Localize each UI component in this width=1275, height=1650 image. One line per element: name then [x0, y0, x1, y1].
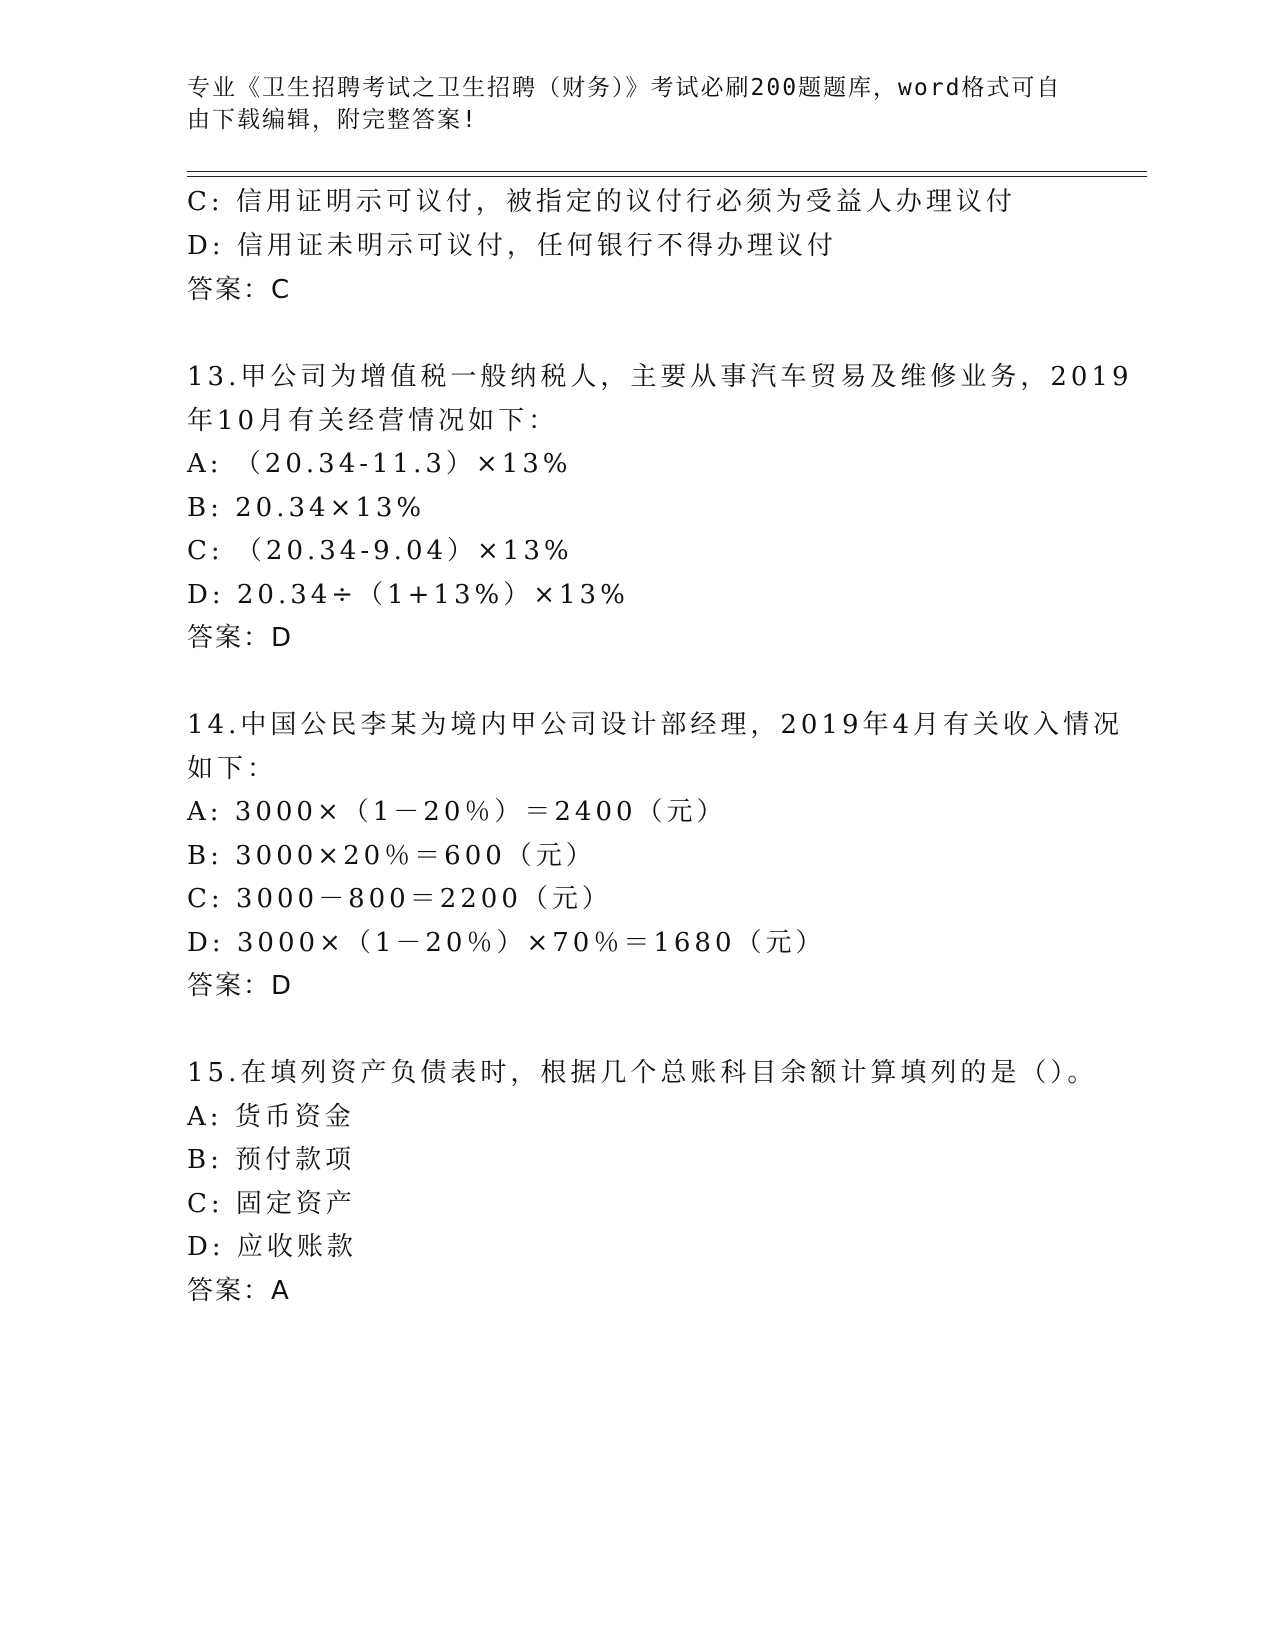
header-divider-bottom: [187, 176, 1147, 177]
q13-answer: 答案：D: [187, 623, 294, 653]
q15-answer: 答案：A: [187, 1276, 291, 1306]
q15-option-a: A: 货币资金: [187, 1102, 355, 1132]
q13-option-a: A: （20.34-11.3）×13%: [187, 449, 572, 479]
q15-option-c: C: 固定资产: [187, 1189, 356, 1219]
q12-option-c: C: 信用证明示可议付，被指定的议付行必须为受益人办理议付: [187, 187, 1016, 217]
q14-stem-line-1: 14.中国公民李某为境内甲公司设计部经理，2019年4月有关收入情况: [187, 710, 1124, 740]
q13-option-c: C: （20.34-9.04）×13%: [187, 536, 573, 566]
document-header-line-1: 专业《卫生招聘考试之卫生招聘（财务）》考试必刷200题题库，word格式可自: [187, 75, 1062, 101]
document-header-line-2: 由下载编辑，附完整答案!: [187, 107, 478, 133]
q15-option-d: D: 应收账款: [187, 1232, 357, 1262]
q14-answer: 答案：D: [187, 971, 294, 1001]
q13-stem-line-1: 13.甲公司为增值税一般纳税人，主要从事汽车贸易及维修业务，2019: [187, 362, 1133, 392]
q15-stem-line-1: 15.在填列资产负债表时，根据几个总账科目余额计算填列的是（）。: [187, 1058, 1098, 1088]
q12-answer: 答案：C: [187, 275, 292, 305]
q14-option-d: D: 3000×（1－20％）×70％＝1680（元）: [187, 928, 826, 958]
q13-stem-line-2: 年10月有关经营情况如下：: [187, 406, 559, 436]
q14-option-a: A: 3000×（1－20％）＝2400（元）: [187, 797, 727, 827]
q14-option-c: C: 3000－800＝2200（元）: [187, 884, 612, 914]
q13-option-b: B: 20.34×13%: [187, 493, 426, 523]
q14-stem-line-2: 如下：: [187, 754, 278, 784]
q15-option-b: B: 预付款项: [187, 1145, 356, 1175]
q12-option-d: D: 信用证未明示可议付，任何银行不得办理议付: [187, 231, 837, 261]
header-divider-top: [187, 171, 1147, 172]
q14-option-b: B: 3000×20％＝600（元）: [187, 841, 596, 871]
q13-option-d: D: 20.34÷（1+13%）×13%: [187, 580, 629, 610]
